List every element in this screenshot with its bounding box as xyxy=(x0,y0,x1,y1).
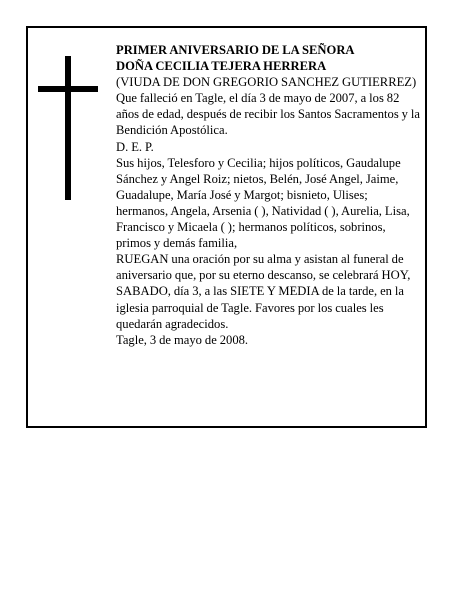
obituary-notice xyxy=(26,26,427,428)
cross-horizontal-bar xyxy=(38,86,98,92)
cross-vertical-bar xyxy=(65,56,71,200)
heading-line-2: DOÑA CECILIA TEJERA HERRERA xyxy=(116,59,327,74)
dep-line: D. E. P. xyxy=(116,139,154,154)
family-paragraph: Sus hijos, Telesforo y Cecilia; hijos políticos, Gaudalupe Sánchez y Angel Roiz; nietos, Belén, José Angel, Jaime, Guadalupe, María José y Margot; bisnieto, Ulises; hermanos, Angela, Arsenia ( ), Natividad ( ), Aurelia, Lisa, Francisco y Micaela ( ); hermanos políticos, sobrinos, primos y demás familia, xyxy=(116,155,410,251)
place-date-line: Tagle, 3 de mayo de 2008. xyxy=(116,332,249,347)
death-info-paragraph: Que falleció en Tagle, el día 3 de mayo de 2007, a los 82 años de edad, después de recibir los Santos Sacramentos y la Bendición Apostólica. xyxy=(116,91,421,138)
widow-of-line: (VIUDA DE DON GREGORIO SANCHEZ GUTIERREZ) xyxy=(116,75,417,90)
request-paragraph: RUEGAN una oración por su alma y asistan al funeral de aniversario que, por su eterno descanso, se celebrará HOY, SABADO, día 3, a las SIETE Y MEDIA de la tarde, en la iglesia parroquial de Tagle. Favores por los cuales les quedarán agradecidos. xyxy=(116,252,411,331)
latin-cross-icon xyxy=(38,56,98,200)
heading-line-1: PRIMER ANIVERSARIO DE LA SEÑORA xyxy=(116,43,355,57)
notice-text xyxy=(116,42,422,348)
